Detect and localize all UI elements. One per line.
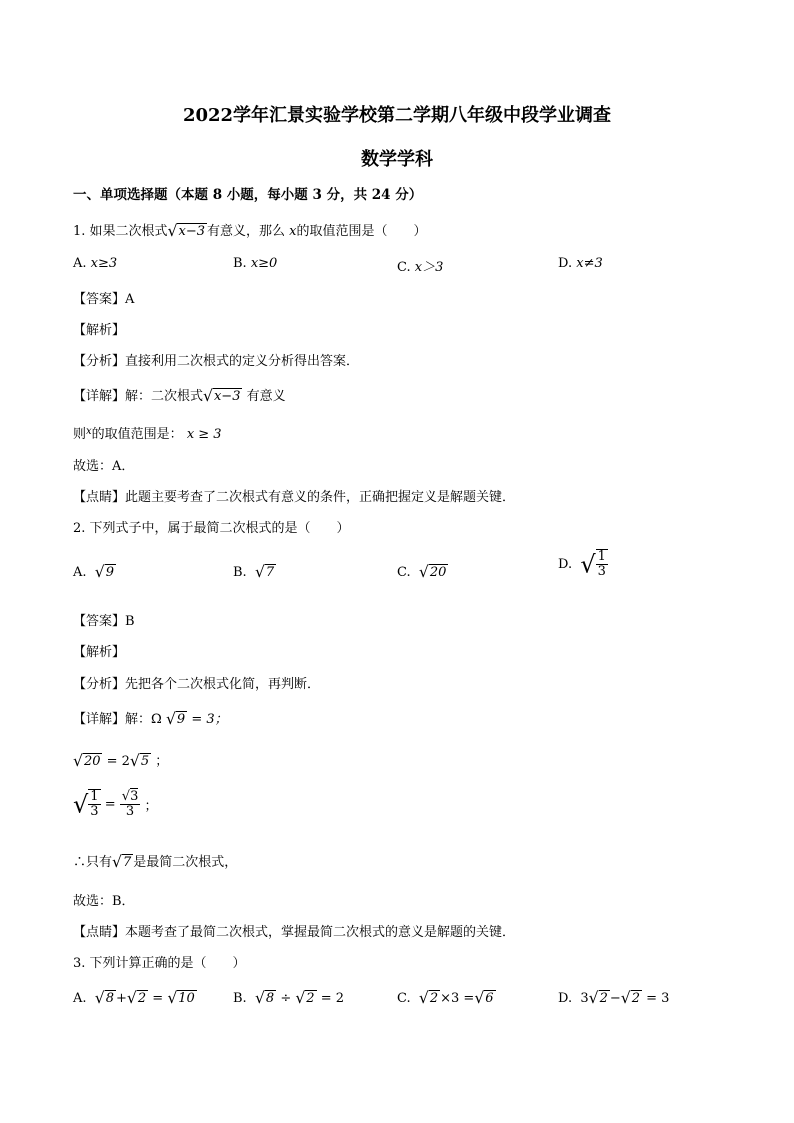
- q1-dianjing: 【点睛】此题主要考查了二次根式有意义的条件，正确把握定义是解题关键．: [73, 490, 516, 505]
- q1-fenxi: 【分析】直接利用二次根式的定义分析得出答案．: [73, 354, 360, 369]
- q1-option-c: C. x＞3: [397, 260, 444, 275]
- q2-only: ∴只有√7 是最简二次根式，: [73, 853, 238, 871]
- q2-option-b: B. √7: [233, 563, 275, 581]
- q2-option-d: D. √ $\frac{1}{3}$: [558, 549, 606, 580]
- q1-stem: 1. 如果二次根式√x−3 有意义，那么 x的取值范围是（ ）: [73, 222, 427, 240]
- q1-radical: √x−3: [167, 222, 205, 240]
- q3-stem: 3. 下列计算正确的是（ ）: [73, 956, 246, 971]
- q2-fenxi: 【分析】先把各个二次根式化简，再判断．: [73, 677, 321, 692]
- q2-analysis-tag: 【解析】: [73, 645, 126, 660]
- q1-choose: 故选：A．: [73, 459, 135, 474]
- q1-option-d: D. x≠3: [558, 256, 603, 271]
- q1-range: 则$^x$的取值范围是： x ≥ 3: [73, 426, 222, 442]
- q2-option-c: C. √20: [397, 563, 447, 581]
- q1-analysis-tag: 【解析】: [73, 323, 126, 338]
- q2-option-a: A. √9: [73, 563, 115, 581]
- q3-option-a: A. √8 +√2 = √10: [73, 989, 195, 1007]
- q2-xiangjie: 【详解】解：Ω √9 = 3；: [73, 710, 228, 728]
- q2-eq3: √ $\frac{1}{3}$ = $\frac{√3}{3}$ ；: [73, 788, 158, 820]
- q2-eq2: √20 = 2√5 ；: [73, 752, 169, 770]
- page-title: 2022学年汇景实验学校第二学期八年级中段学业调查: [182, 105, 612, 126]
- q1-option-a: A. x≥3: [73, 256, 118, 271]
- q2-stem: 2. 下列式子中，属于最简二次根式的是（ ）: [73, 521, 350, 536]
- q3-option-c: C. √2 ×3 =√6: [397, 989, 494, 1007]
- q2-answer: 【答案】B: [73, 614, 135, 629]
- section-heading: 一、单项选择题（本题 8 小题，每小题 3 分，共 24 分）: [73, 187, 423, 203]
- page-subtitle: 数学学科: [361, 149, 433, 170]
- q2-dianjing: 【点睛】本题考查了最简二次根式，掌握最简二次根式的意义是解题的关键．: [73, 925, 516, 940]
- q3-option-b: B. √8 ÷ √2 = 2: [233, 989, 345, 1007]
- q2-choose: 故选：B．: [73, 894, 135, 909]
- q3-option-d: D. 3√2 −√2 = 3: [558, 989, 670, 1007]
- q1-answer: 【答案】A: [73, 292, 135, 307]
- q1-option-b: B. x≥0: [233, 256, 278, 271]
- q1-xiangjie: 【详解】解：二次根式√x−3 有意义: [73, 387, 286, 405]
